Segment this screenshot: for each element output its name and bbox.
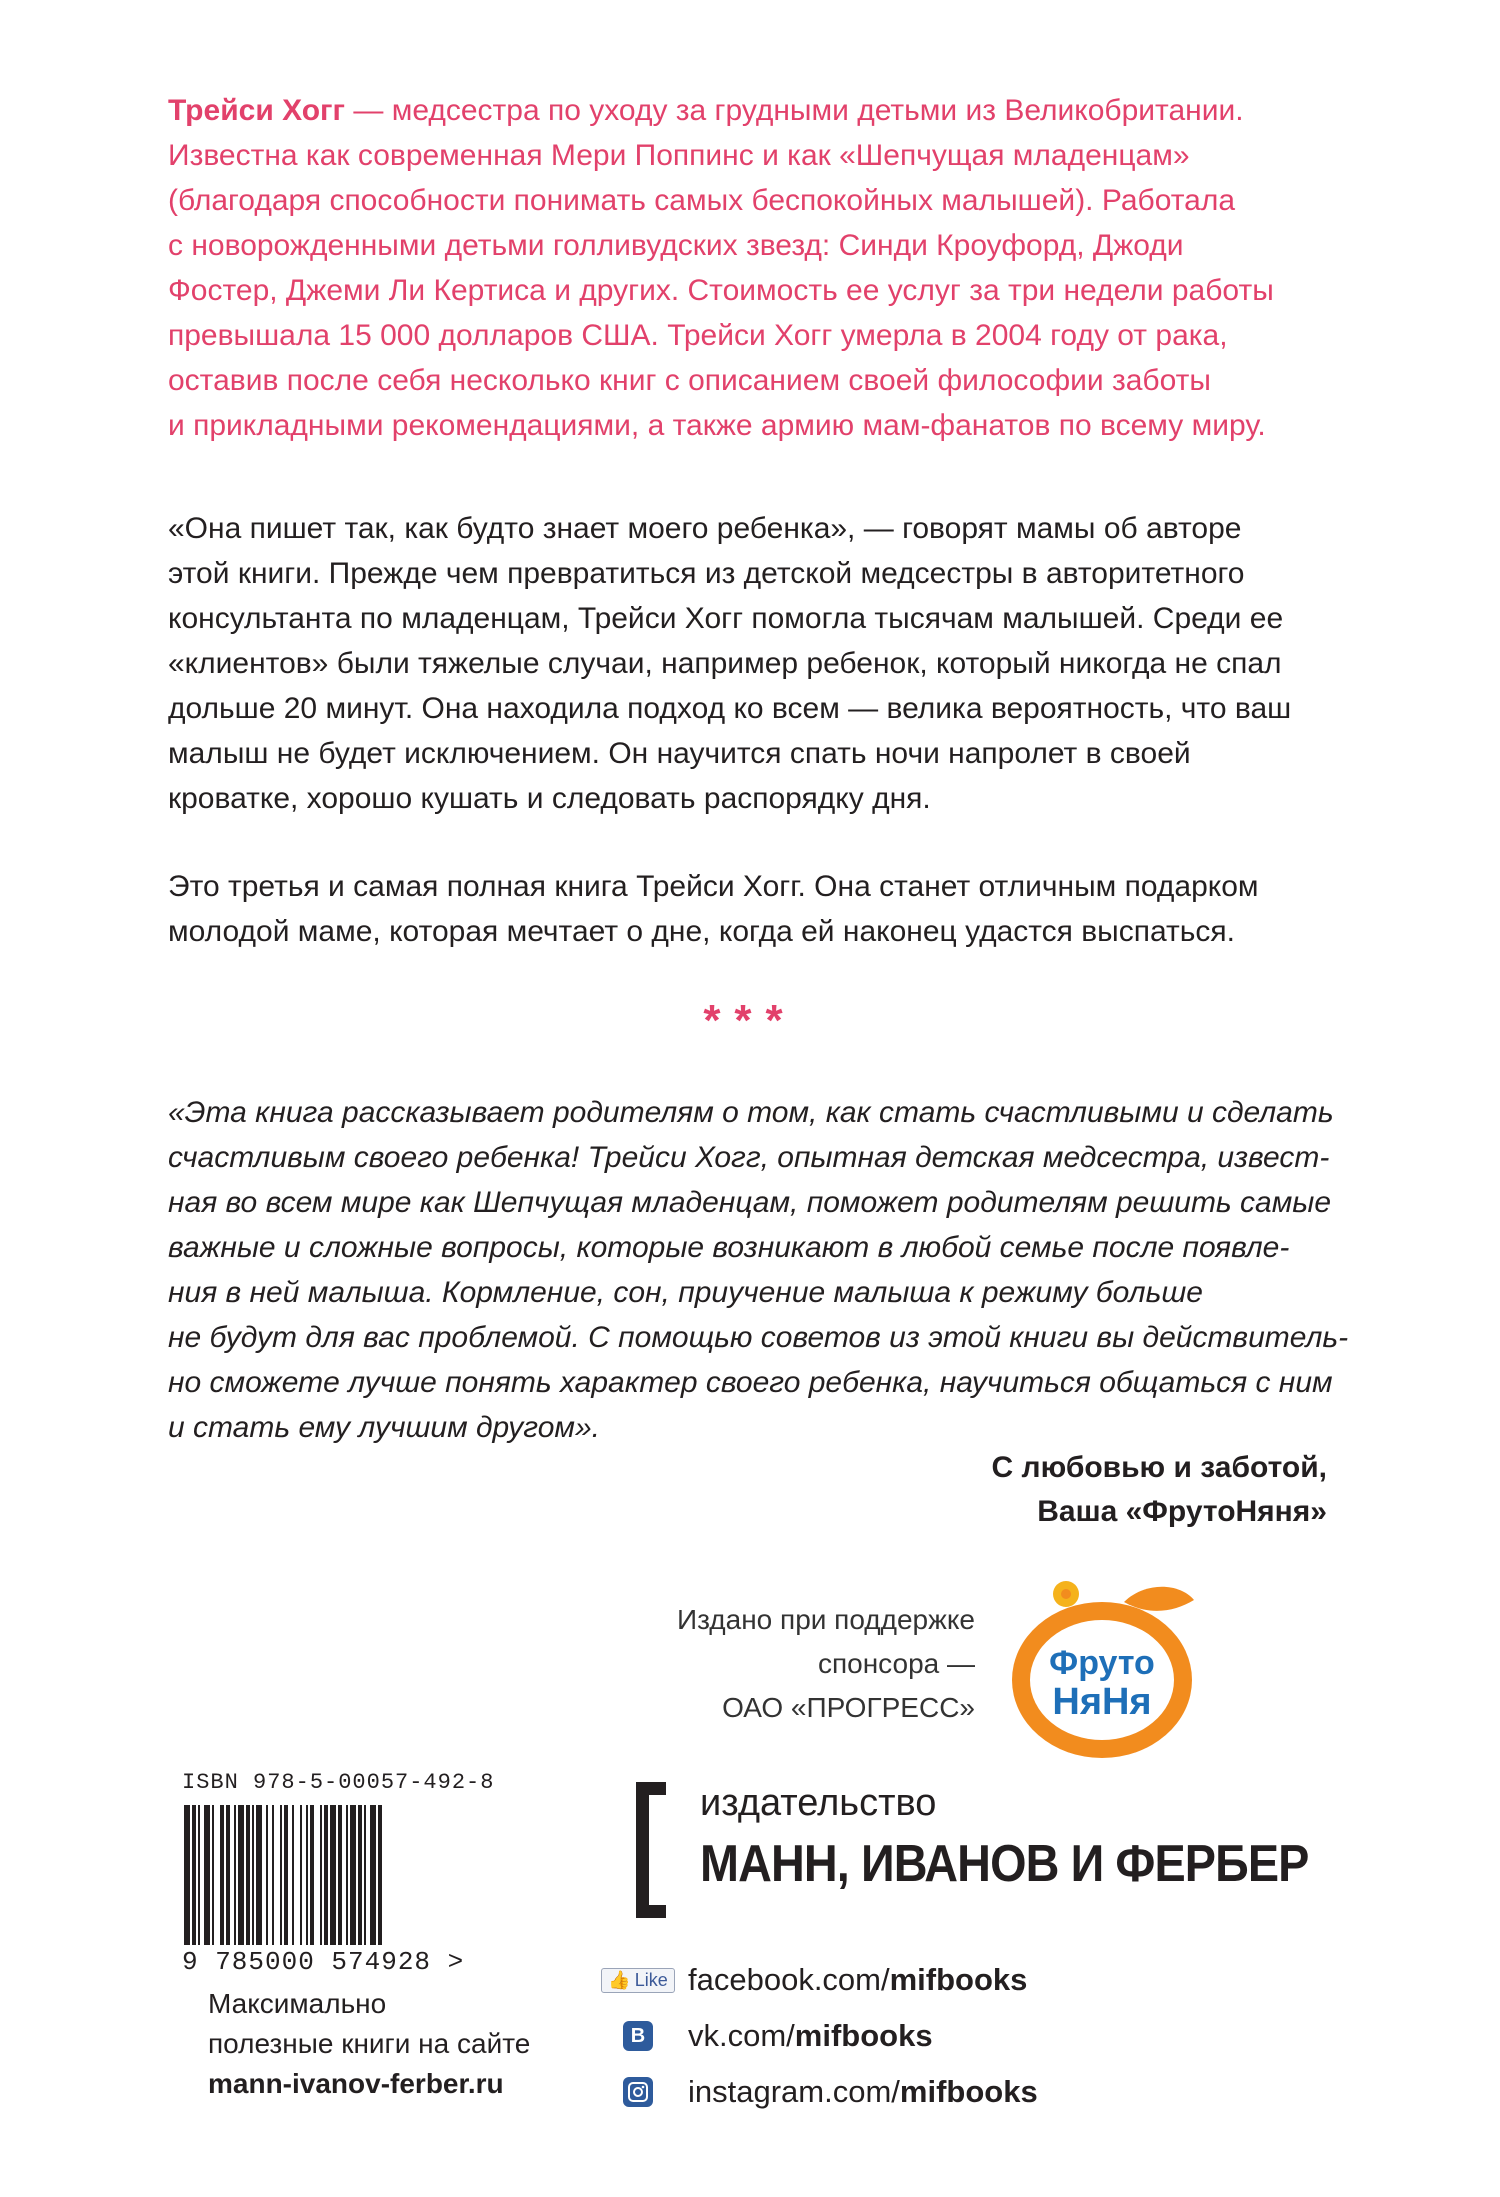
author-bio bbox=[168, 88, 1338, 448]
vk-icon: B bbox=[596, 2021, 680, 2051]
barcode-bar bbox=[246, 1805, 250, 1945]
barcode-bar bbox=[364, 1805, 366, 1945]
bracket-icon bbox=[636, 1782, 666, 1918]
sponsor-line: Издано при поддержке bbox=[676, 1604, 975, 1635]
description-paragraph-1 bbox=[168, 506, 1338, 821]
barcode-bar bbox=[256, 1805, 262, 1945]
isbn-label: ISBN 978-5-00057-492-8 bbox=[182, 1770, 495, 1795]
paragraph-line: консультанта по младенцам, Трейси Хогг помогла тысячам малышей. Среди ее bbox=[168, 602, 1284, 635]
barcode-bar bbox=[284, 1805, 288, 1945]
barcode bbox=[182, 1805, 482, 1945]
barcode-bar bbox=[204, 1805, 210, 1945]
quote-line: и стать ему лучшим другом». bbox=[168, 1411, 600, 1444]
publisher-prefix: издательство bbox=[700, 1782, 937, 1824]
quote-line: счастливым своего ребенка! Трейси Хогг, опытная детская медсестра, извест- bbox=[168, 1141, 1330, 1174]
sponsor-line: ОАО «ПРОГРЕСС» bbox=[722, 1692, 975, 1723]
vk-link[interactable]: vk.com/mifbooks bbox=[688, 2018, 933, 2053]
author-name: Трейси Хогг bbox=[168, 94, 346, 127]
author-bio-line: Трейси Хогг — медсестра по уходу за грудными детьми из Великобритании. bbox=[168, 94, 1244, 127]
quote-line: не будут для вас проблемой. С помощью советов из этой книги вы действитель- bbox=[168, 1321, 1349, 1354]
facebook-link[interactable]: facebook.com/mifbooks bbox=[688, 1962, 1028, 1997]
author-bio-line: (благодаря способности понимать самых беспокойных малышей). Работала bbox=[168, 184, 1236, 217]
paragraph-line: этой книги. Прежде чем превратиться из детской медсестры в авторитетного bbox=[168, 557, 1245, 590]
sponsor-quote bbox=[168, 1090, 1349, 1450]
barcode-bar bbox=[346, 1805, 348, 1945]
quote-line: «Эта книга рассказывает родителям о том, как стать счастливыми и сделать bbox=[168, 1096, 1334, 1129]
instagram-link[interactable]: instagram.com/mifbooks bbox=[688, 2074, 1038, 2109]
social-facebook[interactable] bbox=[596, 1960, 1027, 2000]
author-bio-line: и прикладными рекомендациями, а также армию мам-фанатов по всему миру. bbox=[168, 409, 1266, 442]
signature-line: Ваша «ФрутоНяня» bbox=[1037, 1495, 1327, 1528]
paragraph-line: дольше 20 минут. Она находила подход ко всем — велика вероятность, что ваш bbox=[168, 692, 1292, 725]
isbn-block bbox=[182, 1770, 512, 1977]
barcode-bar bbox=[220, 1805, 224, 1945]
section-separator: *** bbox=[703, 996, 797, 1045]
social-instagram[interactable] bbox=[596, 2072, 1038, 2112]
paragraph-line: малыш не будет исключением. Он научится спать ночи напролет в своей bbox=[168, 737, 1191, 770]
paragraph-line: Это третья и самая полная книга Трейси Хогг. Она станет отличным подарком bbox=[168, 870, 1259, 903]
barcode-bar bbox=[324, 1805, 328, 1945]
author-bio-line: с новорожденными детьми голливудских звезд: Синди Кроуфорд, Джоди bbox=[168, 229, 1184, 262]
site-url-link[interactable]: mann-ivanov-ferber.ru bbox=[208, 2068, 504, 2099]
quote-line: ния в ней малыша. Кормление, сон, приучение малыша к режиму больше bbox=[168, 1276, 1203, 1309]
barcode-bar bbox=[234, 1805, 236, 1945]
barcode-bar bbox=[306, 1805, 308, 1945]
barcode-bar bbox=[184, 1805, 190, 1945]
svg-text:НяНя: НяНя bbox=[1052, 1681, 1152, 1723]
barcode-bar bbox=[226, 1805, 230, 1945]
author-bio-line: Фостер, Джеми Ли Кертиса и других. Стоимость ее услуг за три недели работы bbox=[168, 274, 1274, 307]
barcode-bar bbox=[198, 1805, 200, 1945]
paragraph-line: «клиентов» были тяжелые случаи, например ребенок, который никогда не спал bbox=[168, 647, 1282, 680]
barcode-bar bbox=[378, 1805, 382, 1945]
quote-signature bbox=[992, 1446, 1327, 1534]
barcode-bar bbox=[280, 1805, 282, 1945]
paragraph-line: кроватке, хорошо кушать и следовать распорядку дня. bbox=[168, 782, 931, 815]
social-vk[interactable] bbox=[596, 2016, 933, 2056]
barcode-digits: 9 785000 574928 > bbox=[182, 1947, 465, 1977]
quote-line: но сможете лучше понять характер своего ребенка, научиться общаться с ним bbox=[168, 1366, 1333, 1399]
barcode-bar bbox=[320, 1805, 322, 1945]
barcode-bar bbox=[330, 1805, 336, 1945]
paragraph-line: «Она пишет так, как будто знает моего ребенка», — говорят мамы об авторе bbox=[168, 512, 1242, 545]
barcode-bar bbox=[310, 1805, 314, 1945]
barcode-bar bbox=[292, 1805, 294, 1945]
barcode-bar bbox=[272, 1805, 274, 1945]
barcode-bar bbox=[212, 1805, 214, 1945]
frutonyanya-logo bbox=[1004, 1572, 1204, 1762]
barcode-bar bbox=[266, 1805, 268, 1945]
sponsor-line: спонсора — bbox=[817, 1648, 975, 1679]
description-paragraph-2 bbox=[168, 864, 1338, 954]
svg-text:Фруто: Фруто bbox=[1049, 1644, 1155, 1682]
barcode-bar bbox=[370, 1805, 376, 1945]
author-bio-line: оставив после себя несколько книг с описанием своей философии заботы bbox=[168, 364, 1211, 397]
barcode-bar bbox=[300, 1805, 302, 1945]
barcode-bar bbox=[238, 1805, 244, 1945]
quote-line: ная во всем мире как Шепчущая младенцам, поможет родителям решить самые bbox=[168, 1186, 1332, 1219]
barcode-bar bbox=[192, 1805, 196, 1945]
signature-line: С любовью и заботой, bbox=[991, 1451, 1327, 1484]
barcode-bar bbox=[358, 1805, 362, 1945]
site-promo-line: Максимально bbox=[208, 1988, 387, 2019]
paragraph-line: молодой маме, которая мечтает о дне, когда ей наконец удастся выспаться. bbox=[168, 915, 1235, 948]
barcode-bar bbox=[338, 1805, 342, 1945]
publisher-name: МАНН, ИВАНОВ И ФЕРБЕР bbox=[700, 1835, 1309, 1893]
author-bio-line: превышала 15 000 долларов США. Трейси Хогг умерла в 2004 году от рака, bbox=[168, 319, 1228, 352]
author-bio-line: Известна как современная Мери Поппинс и как «Шепчущая младенцам» bbox=[168, 139, 1190, 172]
instagram-icon bbox=[596, 2077, 680, 2107]
like-icon: 👍 Like bbox=[596, 1968, 680, 1993]
quote-line: важные и сложные вопросы, которые возникают в любой семье после появле- bbox=[168, 1231, 1290, 1264]
site-promo-line: полезные книги на сайте bbox=[208, 2028, 531, 2059]
barcode-bar bbox=[252, 1805, 254, 1945]
sponsor-note bbox=[677, 1598, 975, 1730]
barcode-bar bbox=[350, 1805, 356, 1945]
site-promo bbox=[208, 1984, 530, 2104]
